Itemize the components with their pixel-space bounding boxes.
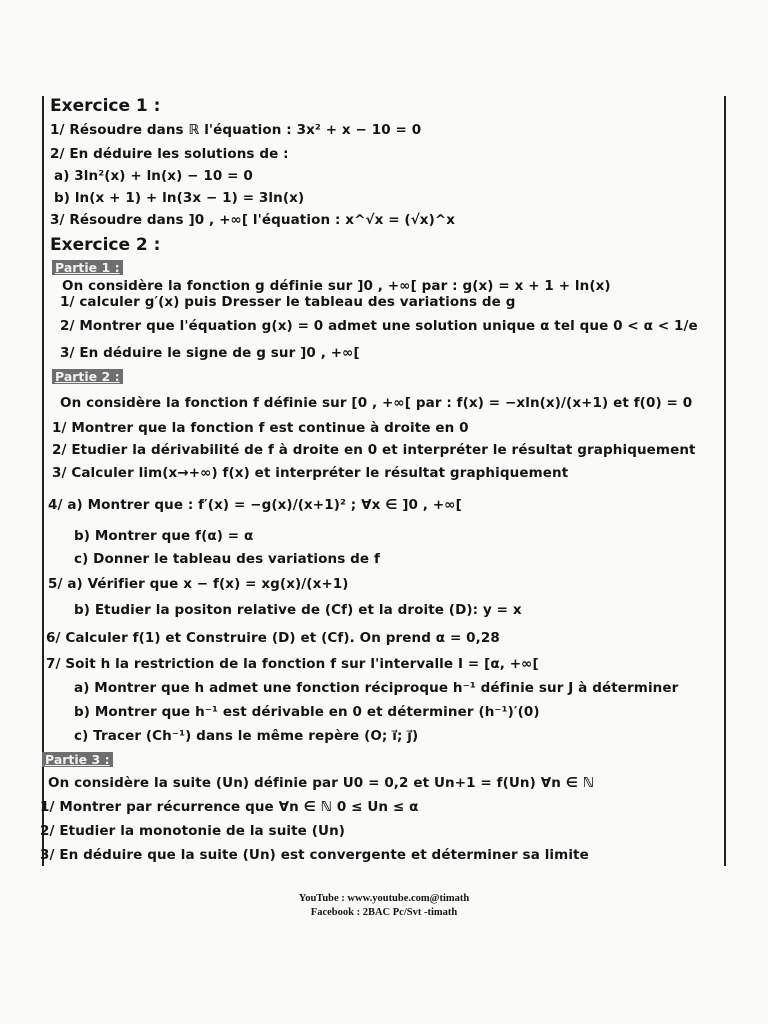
p1-line-2: 1/ calculer g′(x) puis Dresser le tableau des variations de g [60, 294, 516, 310]
p3-line-4: 3/ En déduire que la suite (Un) est convergente et déterminer sa limite [40, 847, 589, 863]
part-3-heading: Partie 3 : [42, 752, 113, 767]
p2-line-10: 6/ Calculer f(1) et Construire (D) et (Cf). On prend α = 0,28 [46, 630, 500, 646]
p2-line-11: 7/ Soit h la restriction de la fonction f sur l'intervalle I = [α, +∞[ [46, 656, 539, 672]
p2-line-4: 3/ Calculer lim(x→+∞) f(x) et interpréter le résultat graphiquement [52, 465, 569, 481]
ex1-line-5: 3/ Résoudre dans ]0 , +∞[ l'équation : x^√x = (√x)^x [50, 212, 456, 228]
exercise-1-title: Exercice 1 : [50, 96, 161, 116]
p2-line-3: 2/ Etudier la dérivabilité de f à droite en 0 et interpréter le résultat graphiquement [52, 442, 696, 458]
p2-line-5: 4/ a) Montrer que : f′(x) = −g(x)/(x+1)² ; ∀x ∈ ]0 , +∞[ [48, 497, 462, 513]
p2-line-2: 1/ Montrer que la fonction f est continue à droite en 0 [52, 420, 469, 436]
exercise-2-title: Exercice 2 : [50, 235, 161, 255]
p2-line-8: 5/ a) Vérifier que x − f(x) = xg(x)/(x+1) [48, 576, 349, 592]
p3-line-3: 2/ Etudier la monotonie de la suite (Un) [40, 823, 346, 839]
ex1-line-2: 2/ En déduire les solutions de : [50, 146, 289, 162]
part-2-heading: Partie 2 : [52, 369, 123, 384]
p2-line-9: b) Etudier la positon relative de (Cf) et la droite (D): y = x [74, 602, 522, 618]
ex1-line-4: b) ln(x + 1) + ln(3x − 1) = 3ln(x) [54, 190, 305, 206]
footer-youtube: YouTube : www.youtube.com@timath [298, 893, 470, 904]
ex1-line-1: 1/ Résoudre dans ℝ l'équation : 3x² + x − 10 = 0 [50, 122, 422, 138]
p2-line-14: c) Tracer (Ch⁻¹) dans le même repère (O; i⃗; j⃗) [74, 728, 419, 744]
p2-line-13: b) Montrer que h⁻¹ est dérivable en 0 et déterminer (h⁻¹)′(0) [74, 704, 540, 720]
p2-line-7: c) Donner le tableau des variations de f [74, 551, 380, 567]
p2-line-6: b) Montrer que f(α) = α [74, 528, 254, 544]
p3-line-2: 1/ Montrer par récurrence que ∀n ∈ ℕ 0 ≤ Un ≤ α [40, 799, 419, 815]
p1-line-1: On considère la fonction g définie sur ]0 , +∞[ par : g(x) = x + 1 + ln(x) [62, 278, 611, 294]
p1-line-3: 2/ Montrer que l'équation g(x) = 0 admet une solution unique α tel que 0 < α < 1/e [60, 318, 698, 334]
part-1-heading: Partie 1 : [52, 260, 123, 275]
p1-line-4: 3/ En déduire le signe de g sur ]0 , +∞[ [60, 345, 360, 361]
p2-line-12: a) Montrer que h admet une fonction réciproque h⁻¹ définie sur J à déterminer [74, 680, 679, 696]
left-border-line [42, 96, 44, 866]
p2-line-1: On considère la fonction f définie sur [0 , +∞[ par : f(x) = −xln(x)/(x+1) et f(0) = 0 [60, 395, 693, 411]
ex1-line-3: a) 3ln²(x) + ln(x) − 10 = 0 [54, 168, 253, 184]
right-border-line [724, 96, 726, 866]
footer-facebook: Facebook : 2BAC Pc/Svt -timath [310, 907, 458, 918]
p3-line-1: On considère la suite (Un) définie par U0 = 0,2 et Un+1 = f(Un) ∀n ∈ ℕ [48, 775, 595, 791]
